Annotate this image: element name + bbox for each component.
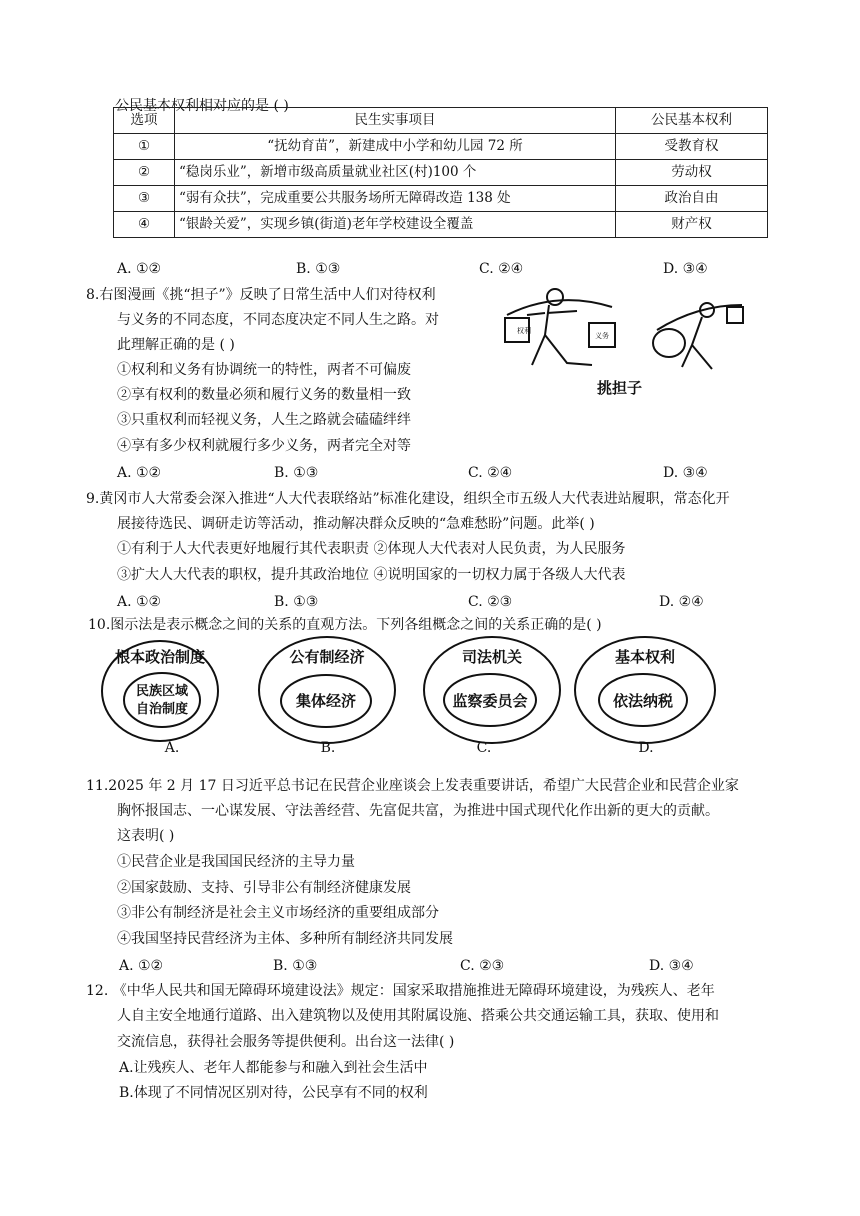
diagram-d-inner: 依法纳税 bbox=[612, 692, 674, 710]
diagram-b-outer: 公有制经济 bbox=[289, 648, 365, 666]
q11-item: ③非公有制经济是社会主义市场经济的重要组成部分 bbox=[117, 905, 439, 921]
table-header-cell: 选项 bbox=[114, 108, 175, 134]
q12-stem-line: 人自主安全地通行道路、出入建筑物以及使用其附属设施、搭乘公共交通运输工具，获取、使用和 bbox=[117, 1008, 719, 1024]
q8-item: ③只重权利而轻视义务，人生之路就会磕磕绊绊 bbox=[117, 412, 411, 428]
cartoon-image bbox=[497, 285, 755, 403]
diagram-a-letter: A. bbox=[164, 740, 180, 756]
q8-stem-line: 此理解正确的是 ( ) bbox=[117, 337, 235, 353]
q9-stem-line: 9.黄冈市人大常委会深入推进“人大代表联络站”标准化建设，组织全市五级人大代表进站履职，常态化开 bbox=[86, 491, 730, 507]
table-cell: 财产权 bbox=[616, 212, 768, 238]
table-cell: ① bbox=[114, 134, 175, 160]
q7-table bbox=[113, 107, 768, 238]
cartoon-label-rights: 权利 bbox=[517, 327, 531, 335]
q7-stem-tail: 公民基本权利相对应的是 ( ) bbox=[115, 98, 289, 114]
diagram-a-outer: 根本政治制度 bbox=[114, 648, 206, 666]
table-cell: “抚幼育苗”，新建成中小学和幼儿园 72 所 bbox=[175, 134, 616, 160]
q11-stem-line: 11.2025 年 2 月 17 日习近平总书记在民营企业座谈会上发表重要讲话，希望广大民营企业和民营企业家 bbox=[86, 778, 739, 794]
q8-stem-line: 与义务的不同态度，不同态度决定不同人生之路。对 bbox=[117, 312, 439, 328]
q11-option-c: C. ②③ bbox=[460, 958, 505, 974]
cartoon-caption: 挑担子 bbox=[597, 379, 643, 397]
q11-stem-line: 这表明( ) bbox=[117, 828, 175, 844]
q8-option-c: C. ②④ bbox=[468, 465, 513, 481]
table-header-cell: 公民基本权利 bbox=[616, 108, 768, 134]
q8-stem-line: 8.右图漫画《挑“担子”》反映了日常生活中人们对待权利 bbox=[86, 287, 436, 303]
q7-option-b: B. ①③ bbox=[296, 261, 341, 277]
q10-concept-diagrams bbox=[100, 636, 720, 756]
diagram-a-inner-line: 自治制度 bbox=[135, 702, 189, 717]
diagram-c-inner: 监察委员会 bbox=[452, 692, 528, 710]
q12-option-a: A.让残疾人、老年人都能参与和融入到社会生活中 bbox=[119, 1060, 428, 1076]
q9-stem-line: 展接待选民、调研走访等活动，推动解决群众反映的“急难愁盼”问题。此举( ) bbox=[117, 516, 595, 532]
table-header-cell: 民生实事项目 bbox=[175, 108, 616, 134]
table-cell: ④ bbox=[114, 212, 175, 238]
q8-item: ④享有多少权利就履行多少义务，两者完全对等 bbox=[117, 438, 411, 454]
q9-option-c: C. ②③ bbox=[468, 594, 513, 610]
table-row bbox=[114, 186, 768, 212]
diagram-b-inner: 集体经济 bbox=[295, 692, 357, 710]
diagram-a-inner-line: 民族区域 bbox=[135, 684, 189, 699]
table-cell: “银龄关爱”，实现乡镇(街道)老年学校建设全覆盖 bbox=[175, 212, 616, 238]
q11-option-a: A. ①② bbox=[119, 958, 164, 974]
q11-item: ②国家鼓励、支持、引导非公有制经济健康发展 bbox=[117, 880, 411, 896]
cartoon-label-duties: 义务 bbox=[595, 332, 609, 340]
q11-option-b: B. ①③ bbox=[273, 958, 318, 974]
q8-item: ②享有权利的数量必须和履行义务的数量相一致 bbox=[117, 387, 411, 403]
table-cell: “稳岗乐业”，新增市级高质量就业社区(村)100 个 bbox=[175, 160, 616, 186]
q7-option-a: A. ①② bbox=[117, 261, 162, 277]
q11-option-d: D. ③④ bbox=[649, 958, 694, 974]
table-cell: 劳动权 bbox=[616, 160, 768, 186]
q8-option-a: A. ①② bbox=[117, 465, 162, 481]
q12-stem-line: 12. 《中华人民共和国无障碍环境建设法》规定：国家采取措施推进无障碍环境建设，为残疾人、老年 bbox=[86, 983, 715, 999]
q9-option-a: A. ①② bbox=[117, 594, 162, 610]
diagram-c-letter: C. bbox=[476, 740, 492, 756]
table-header-row bbox=[114, 108, 768, 134]
q8-item: ①权利和义务有协调统一的特性，两者不可偏废 bbox=[117, 362, 411, 378]
q10-stem: 10.图示法是表示概念之间的关系的直观方法。下列各组概念之间的关系正确的是( ) bbox=[88, 617, 602, 633]
table-row bbox=[114, 134, 768, 160]
table-cell: ② bbox=[114, 160, 175, 186]
q11-stem-line: 胸怀报国志、一心谋发展、守法善经营、先富促共富，为推进中国式现代化作出新的更大的贡献。 bbox=[117, 803, 719, 819]
q7-option-c: C. ②④ bbox=[479, 261, 524, 277]
diagram-c-outer: 司法机关 bbox=[461, 648, 523, 666]
table-row bbox=[114, 160, 768, 186]
table-cell: 政治自由 bbox=[616, 186, 768, 212]
table-cell: 受教育权 bbox=[616, 134, 768, 160]
q7-option-d: D. ③④ bbox=[663, 261, 708, 277]
table-cell: “弱有众扶”，完成重要公共服务场所无障碍改造 138 处 bbox=[175, 186, 616, 212]
q9-item: ③扩大人大代表的职权，提升其政治地位 ④说明国家的一切权力属于各级人大代表 bbox=[117, 567, 626, 583]
diagram-d-letter: D. bbox=[638, 740, 654, 756]
q12-option-b: B.体现了不同情况区别对待，公民享有不同的权利 bbox=[119, 1085, 428, 1101]
diagram-b-letter: B. bbox=[320, 740, 336, 756]
q9-item: ①有利于人大代表更好地履行其代表职责 ②体现人大代表对人民负责，为人民服务 bbox=[117, 541, 626, 557]
diagram-d-outer: 基本权利 bbox=[614, 648, 676, 666]
q12-stem-line: 交流信息，获得社会服务等提供便利。出台这一法律( ) bbox=[117, 1034, 455, 1050]
table-row bbox=[114, 212, 768, 238]
q11-item: ④我国坚持民营经济为主体、多种所有制经济共同发展 bbox=[117, 931, 453, 947]
q9-option-b: B. ①③ bbox=[274, 594, 319, 610]
q8-option-b: B. ①③ bbox=[274, 465, 319, 481]
q8-option-d: D. ③④ bbox=[663, 465, 708, 481]
q9-option-d: D. ②④ bbox=[659, 594, 704, 610]
q11-item: ①民营企业是我国国民经济的主导力量 bbox=[117, 854, 355, 870]
table-cell: ③ bbox=[114, 186, 175, 212]
